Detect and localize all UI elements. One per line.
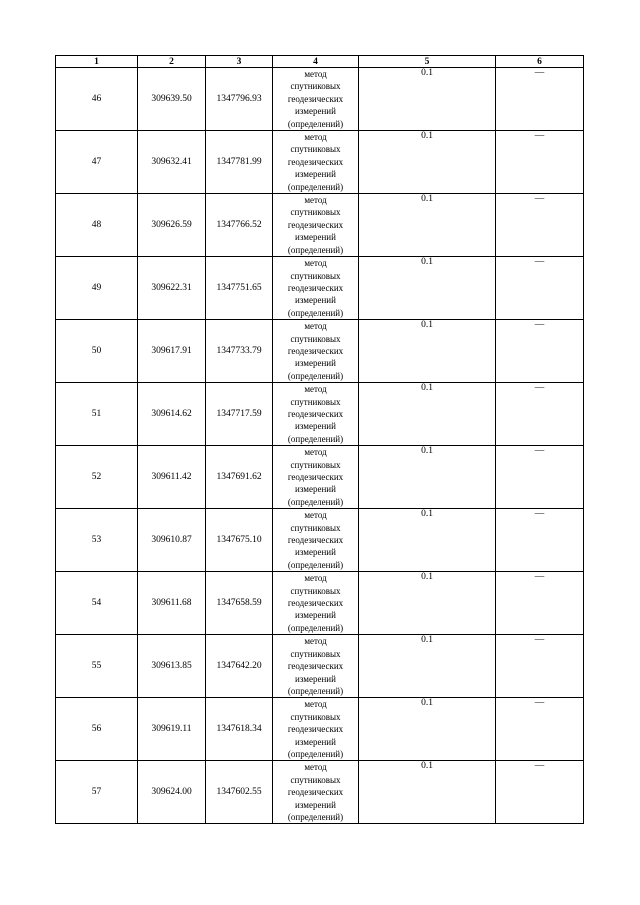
method-cell: метод спутниковых геодезических измерений (определений) bbox=[273, 131, 359, 194]
table-row bbox=[56, 320, 584, 383]
method-cell: метод спутниковых геодезических измерений (определений) bbox=[273, 383, 359, 446]
x-coordinate-cell: 309632.41 bbox=[138, 131, 206, 194]
accuracy-cell: 0.1 bbox=[359, 131, 496, 194]
table-row bbox=[56, 698, 584, 761]
x-coordinate-cell: 309622.31 bbox=[138, 257, 206, 320]
table-header bbox=[56, 56, 584, 68]
header-col-5: 5 bbox=[359, 56, 496, 68]
note-cell: — bbox=[496, 446, 584, 509]
note-cell: — bbox=[496, 194, 584, 257]
accuracy-cell: 0.1 bbox=[359, 635, 496, 698]
note-cell: — bbox=[496, 509, 584, 572]
x-coordinate-cell: 309614.62 bbox=[138, 383, 206, 446]
point-number-cell: 52 bbox=[56, 446, 138, 509]
accuracy-cell: 0.1 bbox=[359, 194, 496, 257]
note-cell: — bbox=[496, 698, 584, 761]
point-number-cell: 50 bbox=[56, 320, 138, 383]
accuracy-cell: 0.1 bbox=[359, 320, 496, 383]
method-cell: метод спутниковых геодезических измерений (определений) bbox=[273, 761, 359, 824]
note-cell: — bbox=[496, 635, 584, 698]
y-coordinate-cell: 1347733.79 bbox=[206, 320, 273, 383]
table-row bbox=[56, 761, 584, 824]
y-coordinate-cell: 1347618.34 bbox=[206, 698, 273, 761]
accuracy-cell: 0.1 bbox=[359, 761, 496, 824]
table-body bbox=[56, 68, 584, 824]
method-cell: метод спутниковых геодезических измерений (определений) bbox=[273, 698, 359, 761]
note-cell: — bbox=[496, 131, 584, 194]
header-col-4: 4 bbox=[273, 56, 359, 68]
y-coordinate-cell: 1347658.59 bbox=[206, 572, 273, 635]
y-coordinate-cell: 1347675.10 bbox=[206, 509, 273, 572]
note-cell: — bbox=[496, 761, 584, 824]
table-row bbox=[56, 509, 584, 572]
y-coordinate-cell: 1347691.62 bbox=[206, 446, 273, 509]
table-row bbox=[56, 572, 584, 635]
y-coordinate-cell: 1347602.55 bbox=[206, 761, 273, 824]
accuracy-cell: 0.1 bbox=[359, 509, 496, 572]
point-number-cell: 49 bbox=[56, 257, 138, 320]
x-coordinate-cell: 309626.59 bbox=[138, 194, 206, 257]
accuracy-cell: 0.1 bbox=[359, 68, 496, 131]
method-cell: метод спутниковых геодезических измерений (определений) bbox=[273, 68, 359, 131]
y-coordinate-cell: 1347751.65 bbox=[206, 257, 273, 320]
accuracy-cell: 0.1 bbox=[359, 383, 496, 446]
accuracy-cell: 0.1 bbox=[359, 572, 496, 635]
table-row bbox=[56, 383, 584, 446]
point-number-cell: 55 bbox=[56, 635, 138, 698]
table-row bbox=[56, 131, 584, 194]
y-coordinate-cell: 1347781.99 bbox=[206, 131, 273, 194]
table-row bbox=[56, 194, 584, 257]
note-cell: — bbox=[496, 572, 584, 635]
x-coordinate-cell: 309610.87 bbox=[138, 509, 206, 572]
method-cell: метод спутниковых геодезических измерений (определений) bbox=[273, 572, 359, 635]
point-number-cell: 53 bbox=[56, 509, 138, 572]
table-row bbox=[56, 257, 584, 320]
method-cell: метод спутниковых геодезических измерений (определений) bbox=[273, 446, 359, 509]
table-row bbox=[56, 446, 584, 509]
header-col-2: 2 bbox=[138, 56, 206, 68]
x-coordinate-cell: 309639.50 bbox=[138, 68, 206, 131]
table-row bbox=[56, 635, 584, 698]
y-coordinate-cell: 1347717.59 bbox=[206, 383, 273, 446]
table-row bbox=[56, 68, 584, 131]
point-number-cell: 48 bbox=[56, 194, 138, 257]
header-row bbox=[56, 56, 584, 68]
x-coordinate-cell: 309617.91 bbox=[138, 320, 206, 383]
accuracy-cell: 0.1 bbox=[359, 698, 496, 761]
x-coordinate-cell: 309613.85 bbox=[138, 635, 206, 698]
accuracy-cell: 0.1 bbox=[359, 446, 496, 509]
method-cell: метод спутниковых геодезических измерений (определений) bbox=[273, 257, 359, 320]
point-number-cell: 51 bbox=[56, 383, 138, 446]
x-coordinate-cell: 309611.68 bbox=[138, 572, 206, 635]
method-cell: метод спутниковых геодезических измерений (определений) bbox=[273, 194, 359, 257]
header-col-3: 3 bbox=[206, 56, 273, 68]
x-coordinate-cell: 309611.42 bbox=[138, 446, 206, 509]
accuracy-cell: 0.1 bbox=[359, 257, 496, 320]
coordinates-table bbox=[55, 55, 584, 824]
note-cell: — bbox=[496, 383, 584, 446]
point-number-cell: 54 bbox=[56, 572, 138, 635]
header-col-1: 1 bbox=[56, 56, 138, 68]
y-coordinate-cell: 1347642.20 bbox=[206, 635, 273, 698]
method-cell: метод спутниковых геодезических измерений (определений) bbox=[273, 509, 359, 572]
method-cell: метод спутниковых геодезических измерений (определений) bbox=[273, 635, 359, 698]
point-number-cell: 46 bbox=[56, 68, 138, 131]
method-cell: метод спутниковых геодезических измерений (определений) bbox=[273, 320, 359, 383]
point-number-cell: 57 bbox=[56, 761, 138, 824]
header-col-6: 6 bbox=[496, 56, 584, 68]
y-coordinate-cell: 1347796.93 bbox=[206, 68, 273, 131]
note-cell: — bbox=[496, 257, 584, 320]
y-coordinate-cell: 1347766.52 bbox=[206, 194, 273, 257]
x-coordinate-cell: 309624.00 bbox=[138, 761, 206, 824]
note-cell: — bbox=[496, 320, 584, 383]
point-number-cell: 47 bbox=[56, 131, 138, 194]
note-cell: — bbox=[496, 68, 584, 131]
point-number-cell: 56 bbox=[56, 698, 138, 761]
x-coordinate-cell: 309619.11 bbox=[138, 698, 206, 761]
